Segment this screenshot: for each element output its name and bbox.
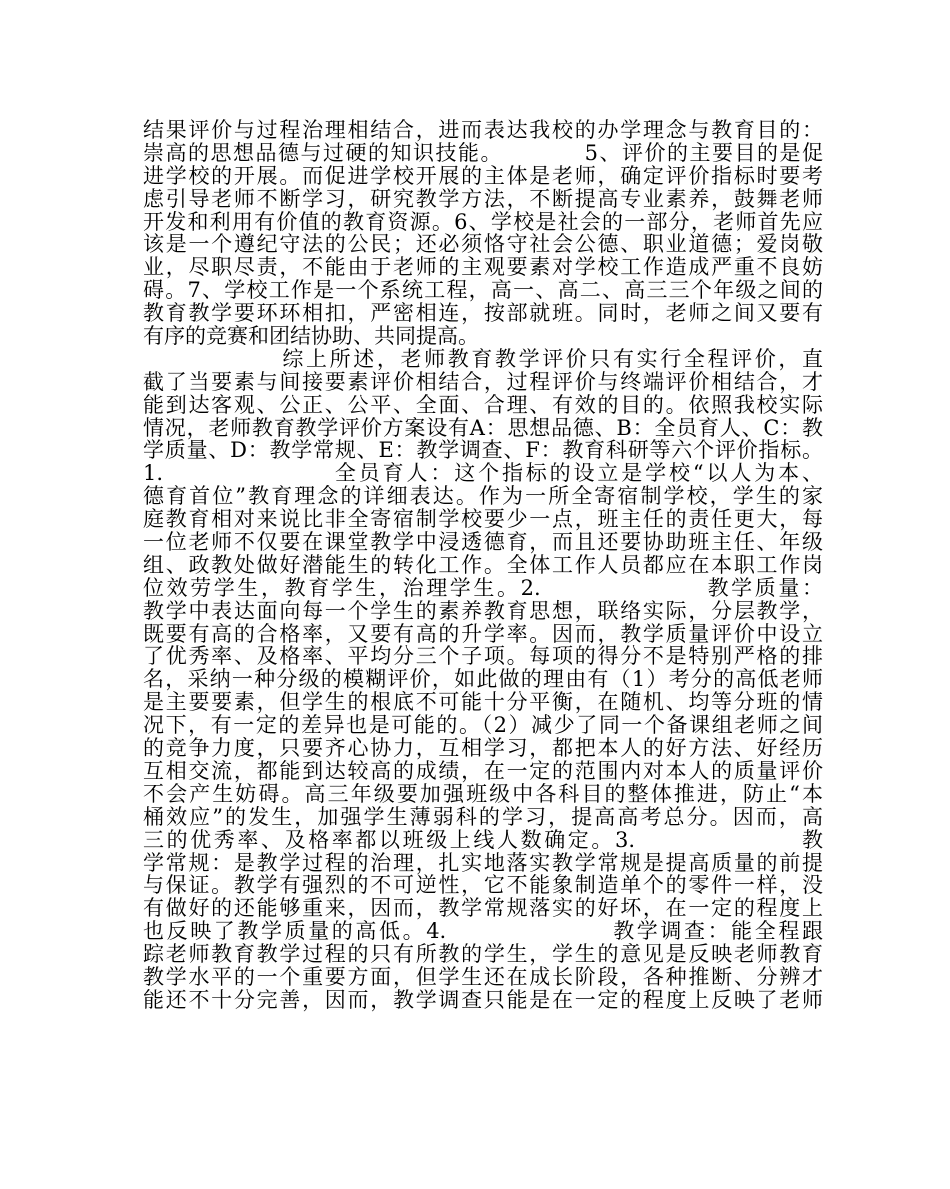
text-line: 教学中表达面向每一个学生的素养教育思想，联络实际，分层教学， <box>143 598 823 623</box>
text-line: 的竞争力度，只要齐心协力，互相学习，都把本人的好方法、好经历 <box>143 736 823 761</box>
text-line: 学质量、D：教学常规、E：教学调查、F：教育科研等六个评价指标。 <box>143 438 823 463</box>
text-line: 截了当要素与间接要素评价相结合，过程评价与终端评价相结合，才 <box>143 369 823 394</box>
text-line: 进学校的开展。而促进学校开展的主体是老师，确定评价指标时要考 <box>143 163 823 188</box>
text-line: 是主要要素，但学生的根底不可能十分平衡，在随机、均等分班的情 <box>143 690 823 715</box>
text-line: 也反映了教学质量的高低。4. 教学调查：能全程跟 <box>143 919 823 944</box>
text-line: 虑引导老师不断学习，研究教学方法，不断提高专业素养，鼓舞老师 <box>143 186 823 211</box>
text-line: 了优秀率、及格率、平均分三个子项。每项的得分不是特别严格的排 <box>143 644 823 669</box>
text-line: 崇高的思想品德与过硬的知识技能。 5、评价的主要目的是促 <box>143 140 823 165</box>
text-line: 位效劳学生，教育学生，治理学生。2. 教学质量： <box>143 575 823 600</box>
text-line: 既要有高的合格率，又要有高的升学率。因而，教学质量评价中设立 <box>143 621 823 646</box>
text-line: 情况，老师教育教学评价方案设有A：思想品德、B：全员育人、C：教 <box>143 415 823 440</box>
text-line: 教育教学要环环相扣，严密相连，按部就班。同时，老师之间又要有 <box>143 301 823 326</box>
text-line: 桶效应”的发生，加强学生薄弱科的学习，提高高考总分。因而，高 <box>143 804 823 829</box>
text-line: 1. 全员育人：这个指标的设立是学校“以人为本、 <box>143 461 823 486</box>
text-line: 庭教育相对来说比非全寄宿制学校要少一点，班主任的责任更大，每 <box>143 507 823 532</box>
text-line: 踪老师教育教学过程的只有所教的学生，学生的意见是反映老师教育 <box>143 942 823 967</box>
text-line: 碍。7、学校工作是一个系统工程，高一、高二、高三三个年级之间的 <box>143 278 823 303</box>
text-line: 业，尽职尽责，不能由于老师的主观要素对学校工作造成严重不良妨 <box>143 255 823 280</box>
text-line: 组、政教处做好潜能生的转化工作。全体工作人员都应在本职工作岗 <box>143 552 823 577</box>
text-line: 互相交流，都能到达较高的成绩，在一定的范围内对本人的质量评价 <box>143 758 823 783</box>
text-line: 能到达客观、公正、公平、全面、合理、有效的目的。依照我校实际 <box>143 392 823 417</box>
text-line: 开发和利用有价值的教育资源。6、学校是社会的一部分，老师首先应 <box>143 209 823 234</box>
text-line: 况下，有一定的差异也是可能的。（2）减少了同一个备课组老师之间 <box>143 713 823 738</box>
text-line: 该是一个遵纪守法的公民；还必须恪守社会公德、职业道德；爱岗敬 <box>143 232 823 257</box>
text-line: 学常规：是教学过程的治理，扎实地落实教学常规是提高质量的前提 <box>143 850 823 875</box>
text-line: 不会产生妨碍。高三年级要加强班级中各科目的整体推进，防止“本 <box>143 781 823 806</box>
text-line: 三的优秀率、及格率都以班级上线人数确定。3. 教 <box>143 827 823 852</box>
text-line: 能还不十分完善，因而，教学调查只能是在一定的程度上反映了老师 <box>143 987 823 1012</box>
text-line: 综上所述，老师教育教学评价只有实行全程评价，直 <box>143 346 823 371</box>
text-line: 与保证。教学有强烈的不可逆性，它不能象制造单个的零件一样，没 <box>143 873 823 898</box>
text-line: 一位老师不仅要在课堂教学中浸透德育，而且还要协助班主任、年级 <box>143 530 823 555</box>
text-line: 德育首位”教育理念的详细表达。作为一所全寄宿制学校，学生的家 <box>143 484 823 509</box>
text-line: 教学水平的一个重要方面，但学生还在成长阶段，各种推断、分辨才 <box>143 964 823 989</box>
text-line: 名，采纳一种分级的模糊评价，如此做的理由有（1）考分的高低老师 <box>143 667 823 692</box>
body-text <box>143 119 823 1012</box>
text-line: 有序的竞赛和团结协助、共同提高。 <box>143 324 479 349</box>
text-line: 有做好的还能够重来，因而，教学常规落实的好坏，在一定的程度上 <box>143 896 823 921</box>
text-line: 结果评价与过程治理相结合，进而表达我校的办学理念与教育目的： <box>143 118 823 142</box>
